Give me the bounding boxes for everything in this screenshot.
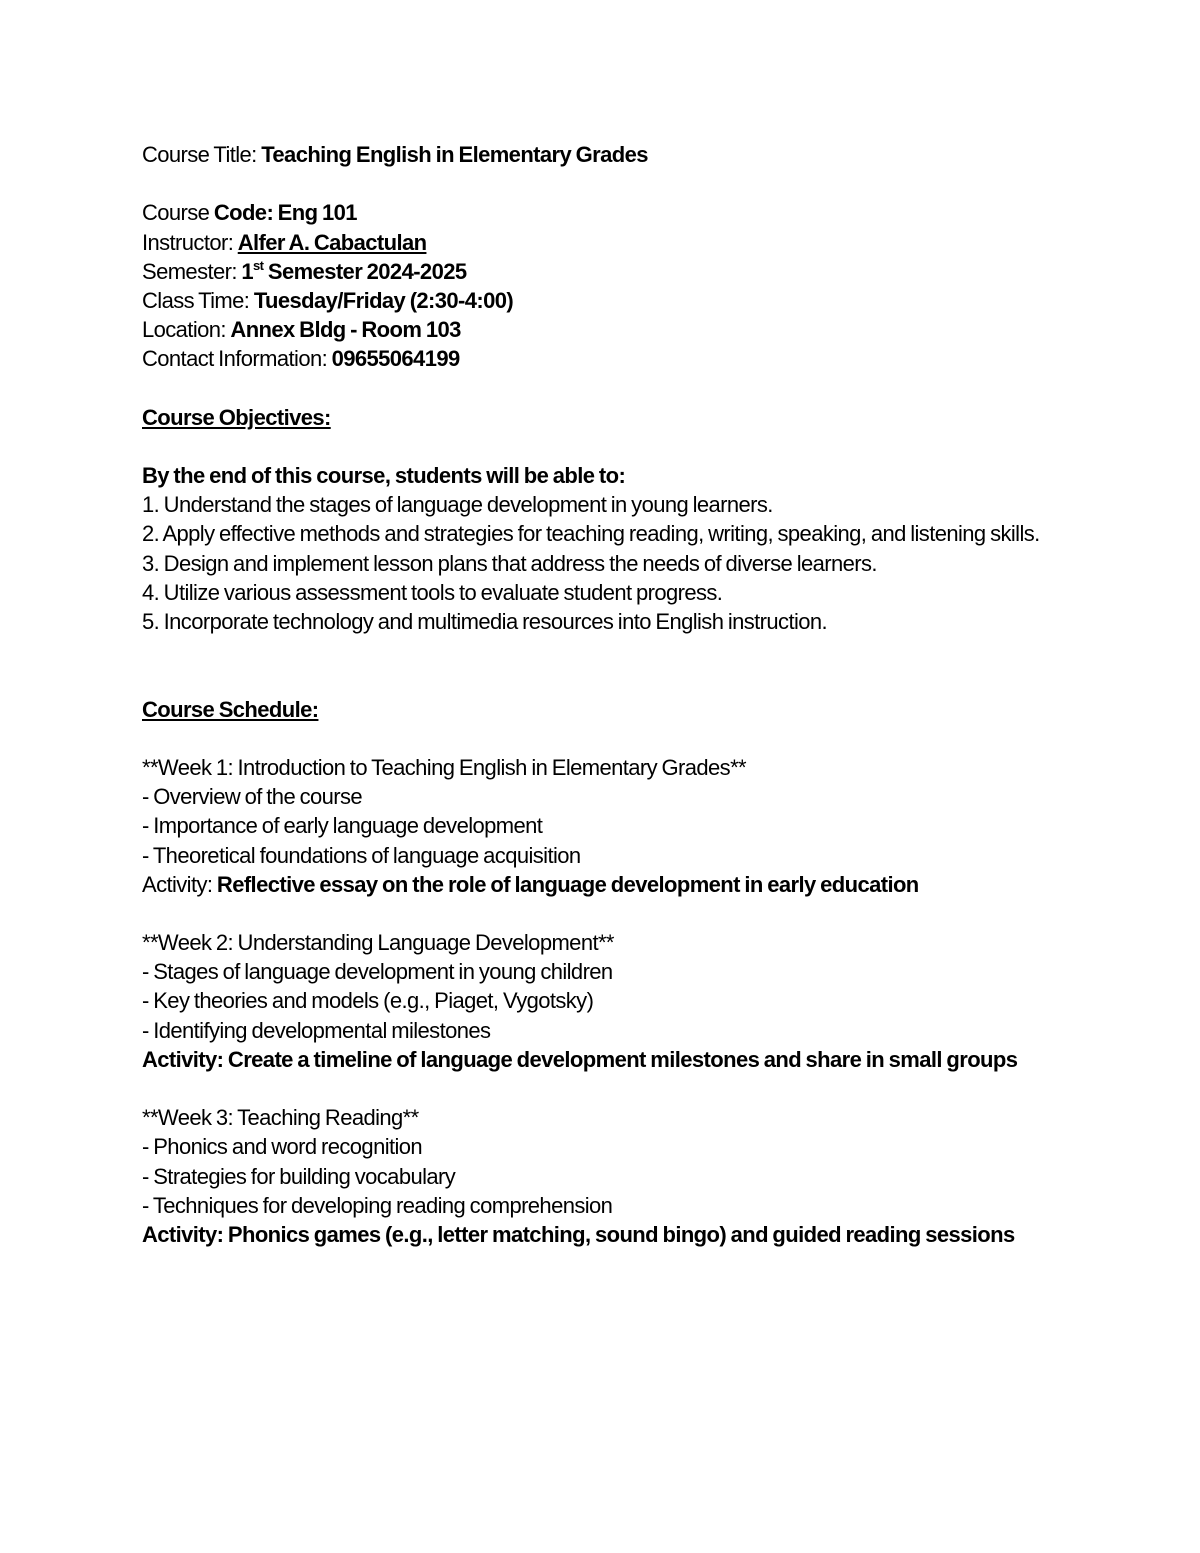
semester-ordinal: st <box>253 257 264 273</box>
class-time-line <box>142 286 1142 315</box>
week-1-block <box>142 753 1142 899</box>
week-topic: - Overview of the course <box>142 784 363 810</box>
course-code-value: Code: Eng 101 <box>213 200 357 226</box>
course-title-label: Course Title: <box>142 142 262 167</box>
week-title: **Week 1: Introduction to Teaching English in Elementary Grades** <box>142 754 746 780</box>
week-title: **Week 2: Understanding Language Development** <box>142 930 614 956</box>
class-time-value: Tuesday/Friday (2:30-4:00) <box>253 287 514 313</box>
objectives-heading: Course Objectives: <box>142 404 331 430</box>
objectives-intro: By the end of this course, students will be able to: <box>142 463 626 489</box>
week-title: **Week 3: Teaching Reading** <box>142 1105 419 1131</box>
objective-item-2: 2. Apply effective methods and strategies for teaching reading, writing, speaking, and listening skills. <box>142 521 1040 547</box>
week-activity <box>142 1220 1142 1249</box>
week-topic: - Identifying developmental milestones <box>142 1017 491 1043</box>
contact-value: 09655064199 <box>331 346 460 372</box>
week-topic: - Key theories and models (e.g., Piaget, Vygotsky) <box>142 988 594 1014</box>
location-label: Location: <box>142 317 231 343</box>
contact-line <box>142 344 1142 373</box>
course-code-line <box>142 198 1142 227</box>
week-topic: - Stages of language development in young children <box>142 959 613 985</box>
activity-text: Create a timeline of language development milestones and share in small groups <box>227 1046 1018 1072</box>
activity-label: Activity: <box>142 871 217 897</box>
week-topic: - Theoretical foundations of language acquisition <box>142 842 581 868</box>
semester-label: Semester: <box>142 258 242 284</box>
course-title-value: Teaching English in Elementary Grades <box>261 142 648 167</box>
location-value: Annex Bldg - Room 103 <box>230 317 461 343</box>
week-topic: - Techniques for developing reading comprehension <box>142 1192 613 1218</box>
week-activity <box>142 870 1142 899</box>
instructor-line <box>142 228 1142 257</box>
class-time-label: Class Time: <box>142 287 254 313</box>
instructor-name: Alfer A. Cabactulan <box>237 229 427 255</box>
semester-line <box>142 257 1142 286</box>
instructor-label: Instructor: <box>142 229 238 255</box>
objective-item-1: 1. Understand the stages of language development in young learners. <box>142 492 773 518</box>
course-title-line <box>142 140 1142 169</box>
course-code-label: Course <box>142 200 214 226</box>
contact-label: Contact Information: <box>142 346 332 372</box>
week-topic: - Importance of early language development <box>142 813 543 839</box>
activity-label: Activity: <box>142 1221 228 1247</box>
week-topic: - Phonics and word recognition <box>142 1134 423 1160</box>
semester-value: Semester 2024-2025 <box>263 258 467 284</box>
week-3-block <box>142 1103 1142 1249</box>
activity-text: Reflective essay on the role of language development in early education <box>216 871 919 897</box>
semester-number: 1 <box>241 258 254 284</box>
activity-text: Phonics games (e.g., letter matching, sound bingo) and guided reading sessions <box>227 1221 1015 1247</box>
objective-item-3: 3. Design and implement lesson plans that address the needs of diverse learners. <box>142 550 877 576</box>
week-2-block <box>142 928 1142 1074</box>
syllabus-body <box>142 140 1142 1249</box>
objective-item-5: 5. Incorporate technology and multimedia resources into English instruction. <box>142 609 828 634</box>
schedule-heading: Course Schedule: <box>142 696 319 722</box>
objective-item-4: 4. Utilize various assessment tools to evaluate student progress. <box>142 579 723 605</box>
week-activity <box>142 1045 1142 1074</box>
week-topic: - Strategies for building vocabulary <box>142 1163 456 1189</box>
activity-label: Activity: <box>142 1046 228 1072</box>
location-line <box>142 315 1142 344</box>
